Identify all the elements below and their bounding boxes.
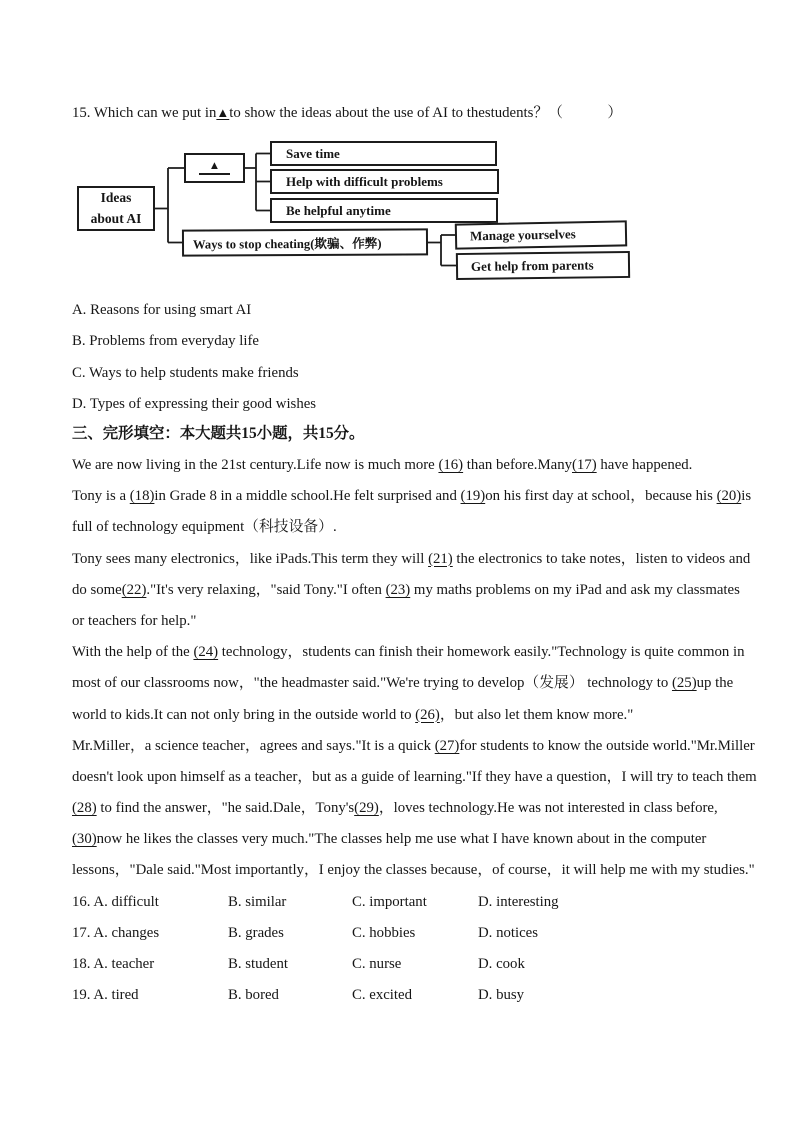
diagram-node-save-time: Save time [270, 141, 497, 166]
passage-line-9: world to kids.It can not only bring in the outside world to (26)，but also let them know more." [72, 706, 634, 723]
diagram-root-node [77, 186, 155, 231]
q15-option-c: C. Ways to help students make friends [72, 364, 299, 381]
passage-line-2: Tony is a (18)in Grade 8 in a middle school.He felt surprised and (19)on his first day at school，because his (20)is [72, 488, 752, 505]
q17-option-a: 17. A. changes [72, 924, 160, 941]
passage-line-11: doesn't look upon himself as a teacher，but as a guide of learning."If they have a question，I will try to teach them [72, 768, 757, 785]
q15-option-a: A. Reasons for using smart AI [72, 302, 252, 318]
q15-options-list [72, 295, 316, 421]
cloze-question-18 [72, 949, 740, 980]
passage-line-1: We are now living in the 21st century.Life now is much more (16) than before.Many(17) have happened. [72, 457, 693, 473]
triangle-symbol: ▲ [199, 161, 230, 176]
cloze-passage-block [72, 450, 757, 1011]
q17-option-d: D. notices [478, 924, 538, 941]
passage-line-14: lessons，"Dale said."Most importantly，I enjoy the classes because，of course，it will help me with my studies." [72, 862, 755, 879]
q19-option-b: B. bored [228, 987, 279, 1004]
root-label-line1: Ideas [100, 190, 132, 206]
q19-option-a: 19. A. tired [72, 987, 139, 1004]
q18-option-d: D. cook [478, 956, 525, 972]
q18-option-c: C. nurse [352, 956, 402, 972]
cloze-question-16 [72, 887, 740, 918]
diagram-node-manage-yourselves: Manage yourselves [455, 220, 627, 249]
passage-line-6: or teachers for help." [72, 612, 197, 629]
diagram-placeholder-node [184, 153, 245, 183]
diagram-node-ways-to-stop-cheating: Ways to stop cheating(欺骗、作弊) [182, 228, 428, 256]
passage-line-3: full of technology equipment（科技设备）. [72, 519, 337, 536]
ai-ideas-diagram [72, 135, 682, 287]
q15-option-d: D. Types of expressing their good wishes [72, 396, 317, 413]
passage-line-13: (30)now he likes the classes very much."The classes help me use what I have known about in the computer [72, 831, 707, 848]
diagram-node-help-problems: Help with difficult problems [270, 169, 499, 194]
passage-line-10: Mr.Miller，a science teacher，agrees and says."It is a quick (27)for students to know the outside world."Mr.Miller [72, 737, 755, 754]
passage-line-5: do some(22)."It's very relaxing，"said Tony."I often (23) my maths problems on my iPad and ask my classmates [72, 581, 740, 598]
triangle-blank-marker: ▲ [216, 105, 230, 120]
q16-option-a: 16. A. difficult [72, 893, 159, 910]
q17-option-c: C. hobbies [352, 924, 416, 941]
passage-line-4: Tony sees many electronics，like iPads.This term they will (21) the electronics to take notes，listen to videos and [72, 550, 751, 567]
question-15-stem [72, 101, 622, 122]
section-3-header: 三、完形填空：本大题共15小题，共15分。 [72, 425, 365, 442]
diagram-node-get-help-from-parents: Get help from parents [456, 251, 630, 280]
q19-option-c: C. excited [352, 987, 412, 1004]
q16-option-d: D. interesting [478, 893, 559, 910]
q15-text-suffix: to show the ideas about the use of AI to thestudents？（ ） [229, 105, 623, 121]
q16-option-b: B. similar [228, 893, 287, 910]
passage-line-12: (28) to find the answer，"he said.Dale，Tony's(29)，loves technology.He was not interested in class before, [72, 800, 718, 817]
q16-option-c: C. important [352, 893, 427, 910]
q17-option-b: B. grades [228, 924, 284, 941]
q18-option-b: B. student [228, 956, 289, 972]
passage-line-8: most of our classrooms now，"the headmaster said."We're trying to develop（发展） technology to (25)up the [72, 675, 734, 692]
cloze-question-19 [72, 980, 740, 1011]
q19-option-d: D. busy [478, 987, 525, 1004]
q15-text-prefix: 15. Which can we put in [72, 105, 217, 121]
diagram-node-helpful-anytime: Be helpful anytime [270, 198, 498, 223]
q15-option-b: B. Problems from everyday life [72, 333, 259, 350]
root-label-line2: about AI [90, 210, 142, 226]
q18-option-a: 18. A. teacher [72, 956, 155, 972]
cloze-question-17 [72, 918, 740, 949]
passage-line-7: With the help of the (24) technology，students can finish their homework easily."Technology is quite common in [72, 644, 745, 661]
